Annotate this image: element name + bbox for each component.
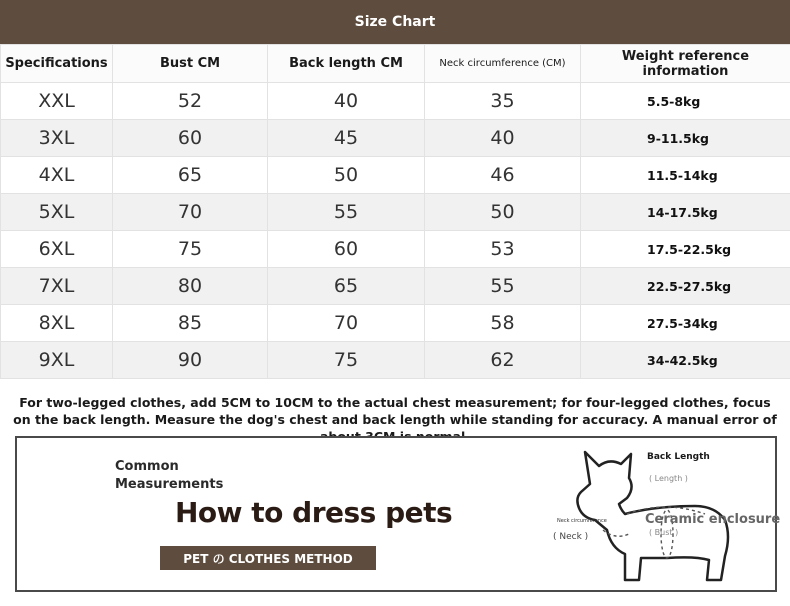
cell-size: 6XL — [1, 231, 113, 268]
cell-neck: 53 — [425, 231, 581, 268]
cell-back-length: 40 — [268, 83, 425, 120]
table-row — [1, 157, 790, 194]
common-measurements-label: Common Measurements — [115, 459, 224, 492]
header-bust: Bust CM — [113, 45, 268, 83]
cell-neck: 50 — [425, 194, 581, 231]
neck-small-label: Neck circumference — [557, 518, 607, 524]
cell-bust: 85 — [113, 305, 268, 342]
cell-back-length: 75 — [268, 342, 425, 379]
header-back-length: Back length CM — [268, 45, 425, 83]
cell-bust: 52 — [113, 83, 268, 120]
clothes-method-banner: PET の CLOTHES METHOD — [160, 546, 376, 570]
cell-back-length: 50 — [268, 157, 425, 194]
cell-back-length: 55 — [268, 194, 425, 231]
cell-weight: 11.5-14kg — [581, 157, 790, 194]
cell-weight: 5.5-8kg — [581, 83, 790, 120]
neck-label: ( Neck ) — [553, 532, 589, 542]
cell-neck: 35 — [425, 83, 581, 120]
cell-size: 9XL — [1, 342, 113, 379]
cell-neck: 58 — [425, 305, 581, 342]
cell-weight: 27.5-34kg — [581, 305, 790, 342]
table-row — [1, 120, 790, 157]
cell-weight: 9-11.5kg — [581, 120, 790, 157]
cell-weight: 22.5-27.5kg — [581, 268, 790, 305]
table-row — [1, 268, 790, 305]
bust-label: ( Bust ) — [649, 528, 679, 537]
cell-size: 3XL — [1, 120, 113, 157]
cell-size: 4XL — [1, 157, 113, 194]
how-to-dress-heading: How to dress pets — [175, 496, 453, 529]
cell-bust: 60 — [113, 120, 268, 157]
cell-bust: 65 — [113, 157, 268, 194]
cell-size: 7XL — [1, 268, 113, 305]
cell-weight: 34-42.5kg — [581, 342, 790, 379]
cell-size: 8XL — [1, 305, 113, 342]
measurement-note: For two-legged clothes, add 5CM to 10CM to the actual chest measurement; for four-legged clothes, focus on the back length. Measure the dog's chest and back length while standing for accuracy. A manual error of — [13, 395, 777, 427]
cell-back-length: 70 — [268, 305, 425, 342]
cell-bust: 80 — [113, 268, 268, 305]
cell-back-length: 60 — [268, 231, 425, 268]
table-row — [1, 231, 790, 268]
table-row — [1, 194, 790, 231]
cell-neck: 46 — [425, 157, 581, 194]
table-header-row — [1, 45, 790, 83]
size-table — [0, 44, 790, 379]
cell-size: 5XL — [1, 194, 113, 231]
cell-bust: 75 — [113, 231, 268, 268]
table-row — [1, 83, 790, 120]
cell-bust: 70 — [113, 194, 268, 231]
table-row — [1, 342, 790, 379]
table-row — [1, 305, 790, 342]
header-specifications: Specifications — [1, 45, 113, 83]
cell-back-length: 45 — [268, 120, 425, 157]
cell-back-length: 65 — [268, 268, 425, 305]
dressing-guide-panel — [15, 436, 781, 592]
back-length-sub-label: ( Length ) — [649, 474, 688, 483]
ceramic-enclosure-label: Ceramic enclosure — [645, 512, 781, 527]
size-chart-title: Size Chart — [0, 0, 790, 44]
cell-size: XXL — [1, 83, 113, 120]
cell-neck: 40 — [425, 120, 581, 157]
cell-neck: 62 — [425, 342, 581, 379]
cell-weight: 17.5-22.5kg — [581, 231, 790, 268]
back-length-label: Back Length — [647, 452, 710, 462]
cell-weight: 14-17.5kg — [581, 194, 790, 231]
header-weight: Weight reference information — [581, 45, 790, 83]
cell-neck: 55 — [425, 268, 581, 305]
cell-bust: 90 — [113, 342, 268, 379]
header-neck: Neck circumference (CM) — [425, 45, 581, 83]
